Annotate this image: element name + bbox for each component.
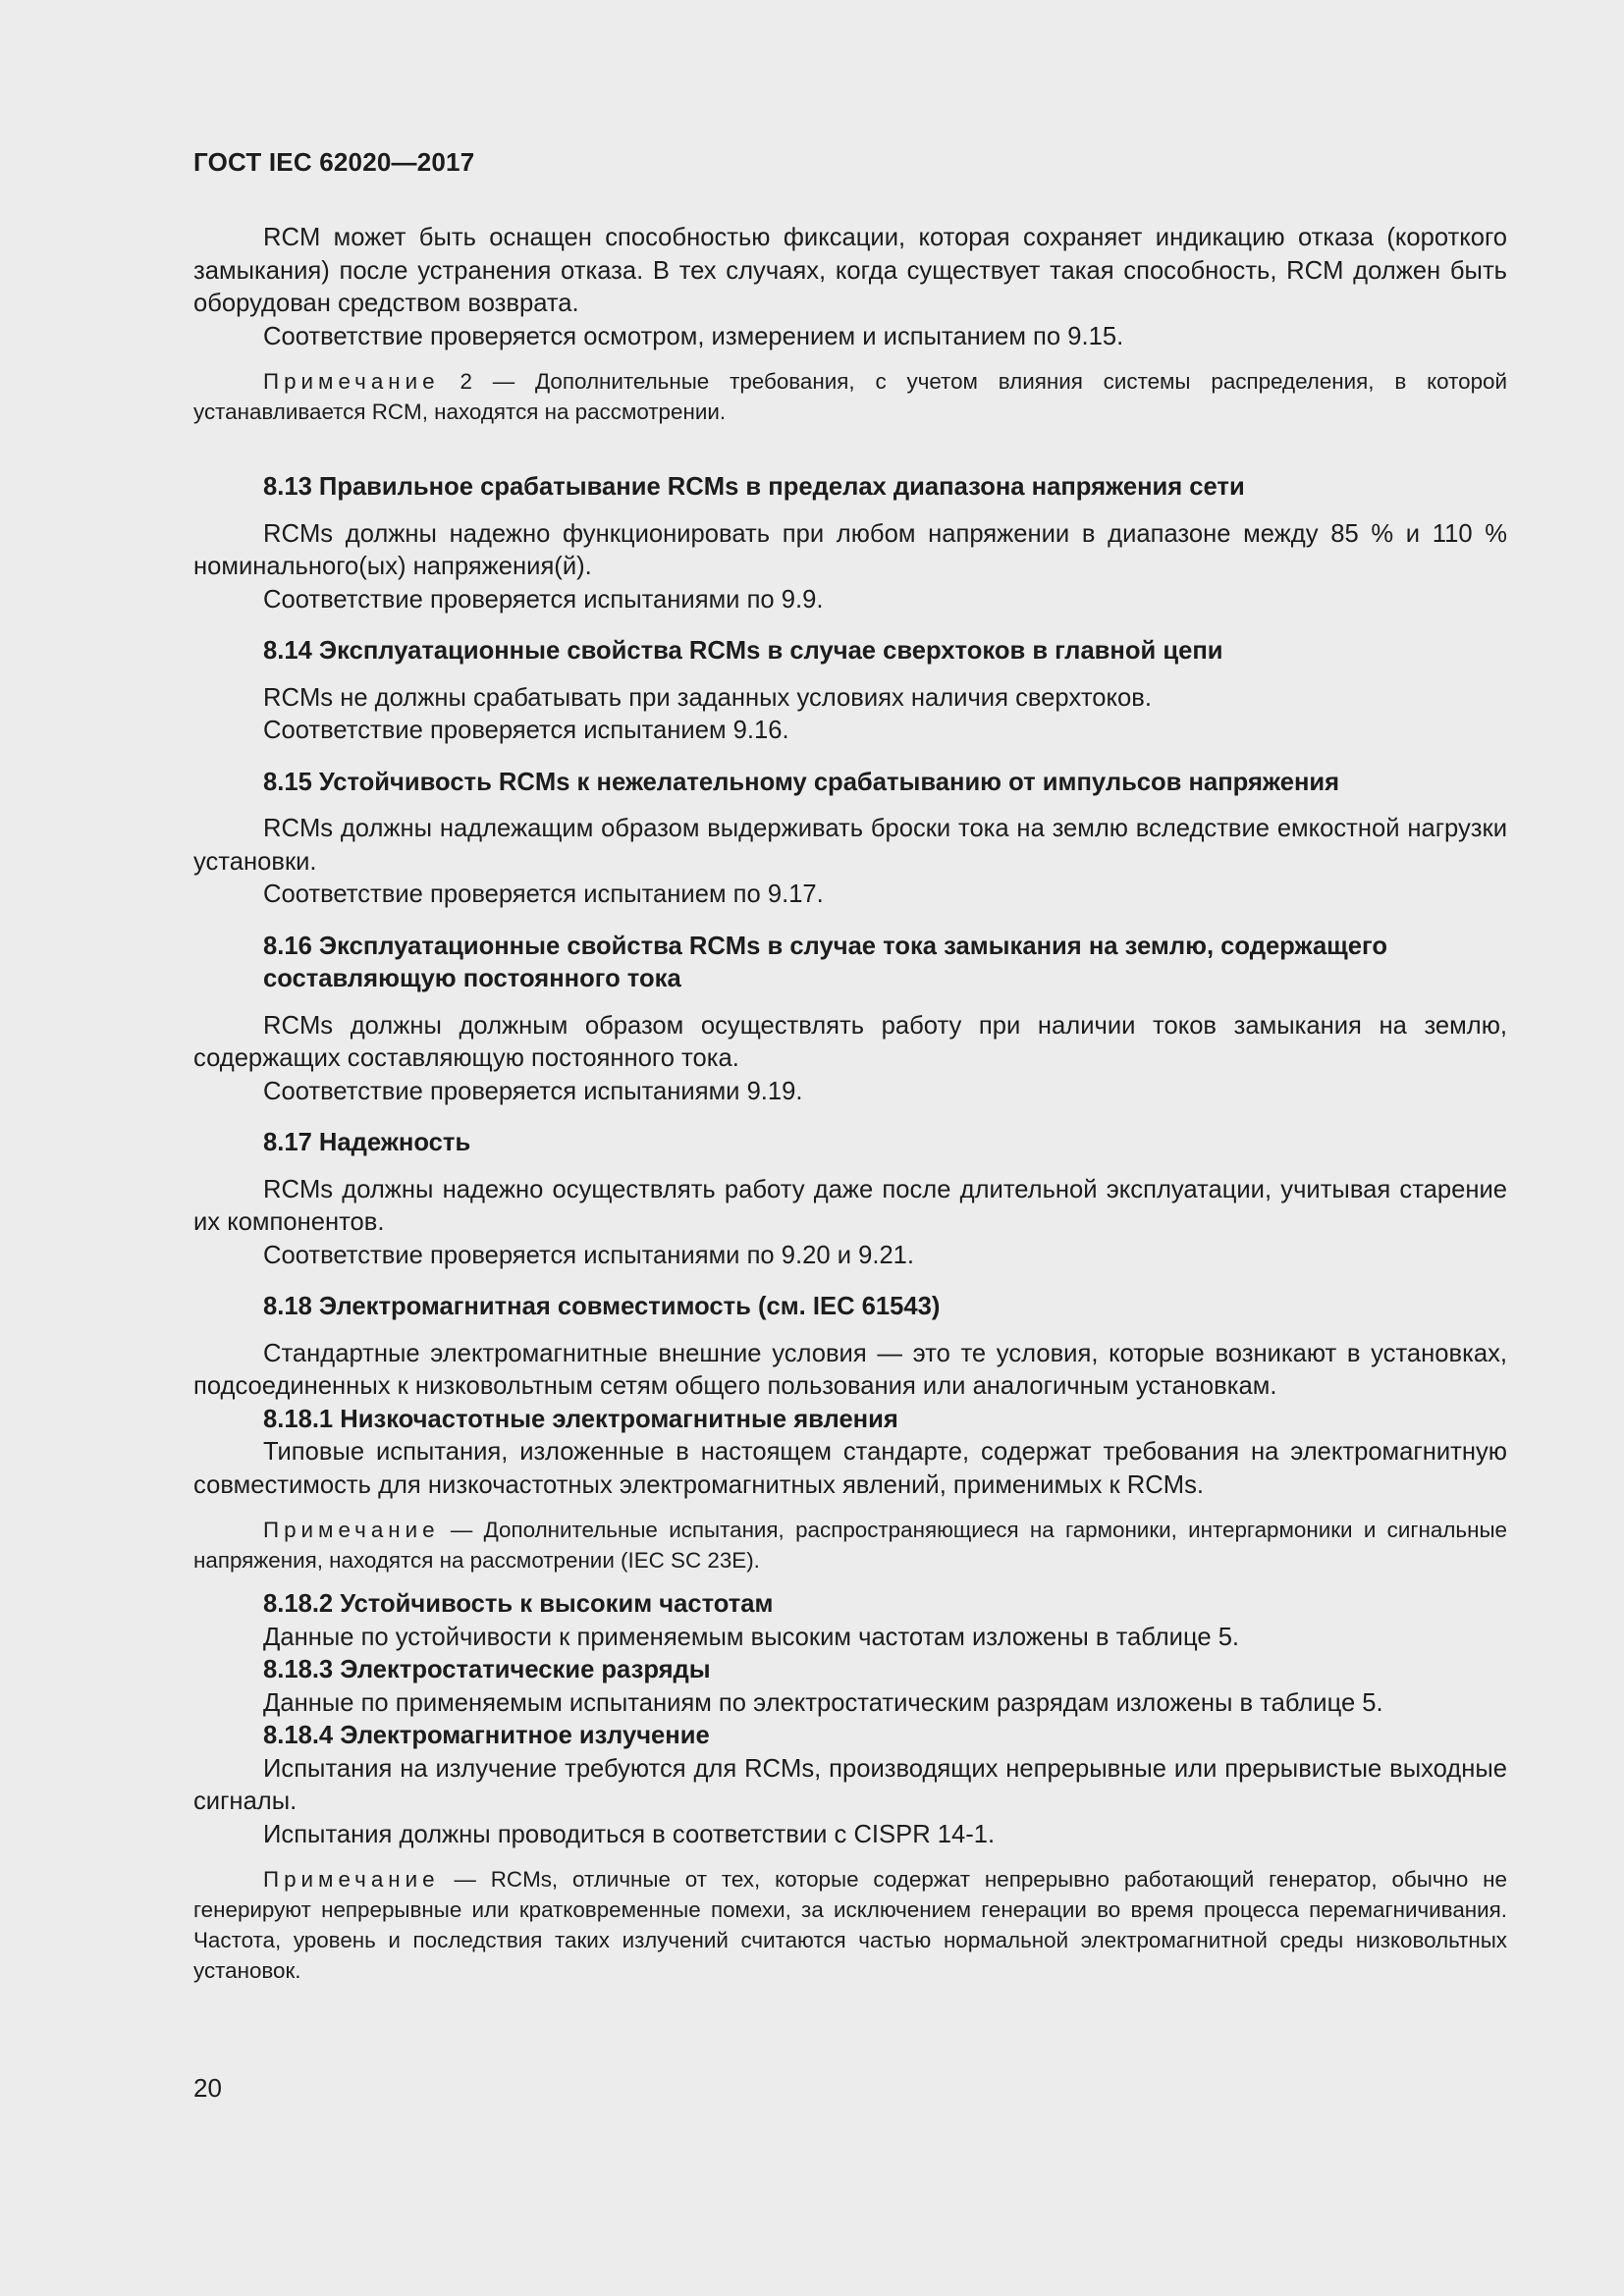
note-label: Примечание bbox=[263, 1867, 440, 1892]
subsection-heading-8-18-2: 8.18.2 Устойчивость к высоким частотам bbox=[263, 1590, 774, 1618]
subsection-heading-8-18-3: 8.18.3 Электростатические разряды bbox=[263, 1656, 711, 1683]
paragraph: RCMs не должны срабатывать при заданных условиях наличия сверхтоков. bbox=[263, 683, 1152, 712]
paragraph: RCMs должны надежно осуществлять работу даже после длительной эксплуатации, учитывая старение их компонентов. bbox=[193, 1175, 1507, 1236]
note bbox=[193, 1515, 1507, 1575]
document-header-title: ГОСТ IEC 62020—2017 bbox=[193, 147, 475, 177]
note-label: Примечание bbox=[263, 1518, 440, 1542]
note-text: 2 — Дополнительные требования, с учетом влияния системы распределения, в которой устанавливается RCM, находятся на рассмотрении. bbox=[193, 369, 1507, 424]
document-body bbox=[193, 222, 1507, 1986]
paragraph: Данные по применяемым испытаниям по электростатическим разрядам изложены в таблице 5. bbox=[263, 1688, 1383, 1717]
compliance-paragraph: Соответствие проверяется испытаниями по 9.20 и 9.21. bbox=[263, 1241, 915, 1269]
paragraph: RCMs должны надлежащим образом выдерживать броски тока на землю вследствие емкостной нагрузки установки. bbox=[193, 815, 1507, 876]
section-heading-8-13: 8.13 Правильное срабатывание RCMs в пределах диапазона напряжения сети bbox=[263, 473, 1245, 501]
compliance-paragraph: Соответствие проверяется осмотром, измерением и испытанием по 9.15. bbox=[263, 322, 1124, 350]
section-heading-8-16: 8.16 Эксплуатационные свойства RCMs в случае тока замыкания на землю, содержащего составляющую постоянного тока bbox=[263, 932, 1387, 992]
paragraph: Испытания должны проводиться в соответствии с CISPR 14-1. bbox=[263, 1820, 996, 1848]
paragraph: RCMs должны должным образом осуществлять работу при наличии токов замыкания на землю, содержащих составляющую постоянного тока. bbox=[193, 1011, 1507, 1072]
document-page bbox=[193, 0, 1507, 2296]
paragraph: Стандартные электромагнитные внешние условия — это те условия, которые возникают в установках, подсоединенных к низковольтным сетям общего пользования или аналогичным установкам. bbox=[193, 1339, 1507, 1400]
paragraph: Типовые испытания, изложенные в настоящем стандарте, содержат требования на электромагнитную совместимость для низкочастотных электромагнитных явлений, применимых к RCMs. bbox=[193, 1438, 1507, 1499]
compliance-paragraph: Соответствие проверяется испытанием по 9.17. bbox=[263, 881, 824, 908]
compliance-paragraph: Соответствие проверяется испытаниями 9.19. bbox=[263, 1077, 803, 1105]
note-text: — RCMs, отличные от тех, которые содержат непрерывно работающий генератор, обычно не генерируют непрерывные или кратковременные помехи, за исключением генерации во время процесса перемагничивания. Частота, уровень и последствия таких излучений считаются частью нормальной электромагнитной среды низковольтных установок. bbox=[193, 1867, 1507, 1983]
paragraph: Испытания на излучение требуются для RCMs, производящих непрерывные или прерывистые выходные сигналы. bbox=[193, 1754, 1507, 1815]
paragraph: RCMs должны надежно функционировать при любом напряжении в диапазоне между 85 % и 110 % номинального(ых) напряжения(й). bbox=[193, 519, 1507, 580]
subsection-heading-8-18-1: 8.18.1 Низкочастотные электромагнитные явления bbox=[263, 1405, 898, 1433]
section-heading-8-14: 8.14 Эксплуатационные свойства RCMs в случае сверхтоков в главной цепи bbox=[263, 637, 1223, 665]
section-heading-8-17: 8.17 Надежность bbox=[263, 1129, 471, 1156]
subsection-heading-8-18-4: 8.18.4 Электромагнитное излучение bbox=[263, 1722, 710, 1749]
note-text: — Дополнительные испытания, распространяющиеся на гармоники, интергармоники и сигнальные напряжения, находятся на рассмотрении (IEC SC 23E). bbox=[193, 1518, 1507, 1573]
note-label: Примечание bbox=[263, 369, 440, 394]
section-heading-8-15: 8.15 Устойчивость RCMs к нежелательному срабатыванию от импульсов напряжения bbox=[263, 768, 1340, 796]
paragraph: RCM может быть оснащен способностью фиксации, которая сохраняет индикацию отказа (короткого замыкания) после устранения отказа. В тех случаях, когда существует такая способность, RCM должен быть оборудован средством возврата. bbox=[193, 224, 1507, 317]
compliance-paragraph: Соответствие проверяется испытаниями по 9.9. bbox=[263, 585, 824, 614]
section-heading-8-18: 8.18 Электромагнитная совместимость (см. IEC 61543) bbox=[263, 1293, 941, 1320]
note bbox=[193, 366, 1507, 427]
note bbox=[193, 1864, 1507, 1986]
page-number: 20 bbox=[193, 2073, 222, 2103]
paragraph: Данные по устойчивости к применяемым высоким частотам изложены в таблице 5. bbox=[263, 1623, 1240, 1651]
compliance-paragraph: Соответствие проверяется испытанием 9.16. bbox=[263, 717, 789, 744]
